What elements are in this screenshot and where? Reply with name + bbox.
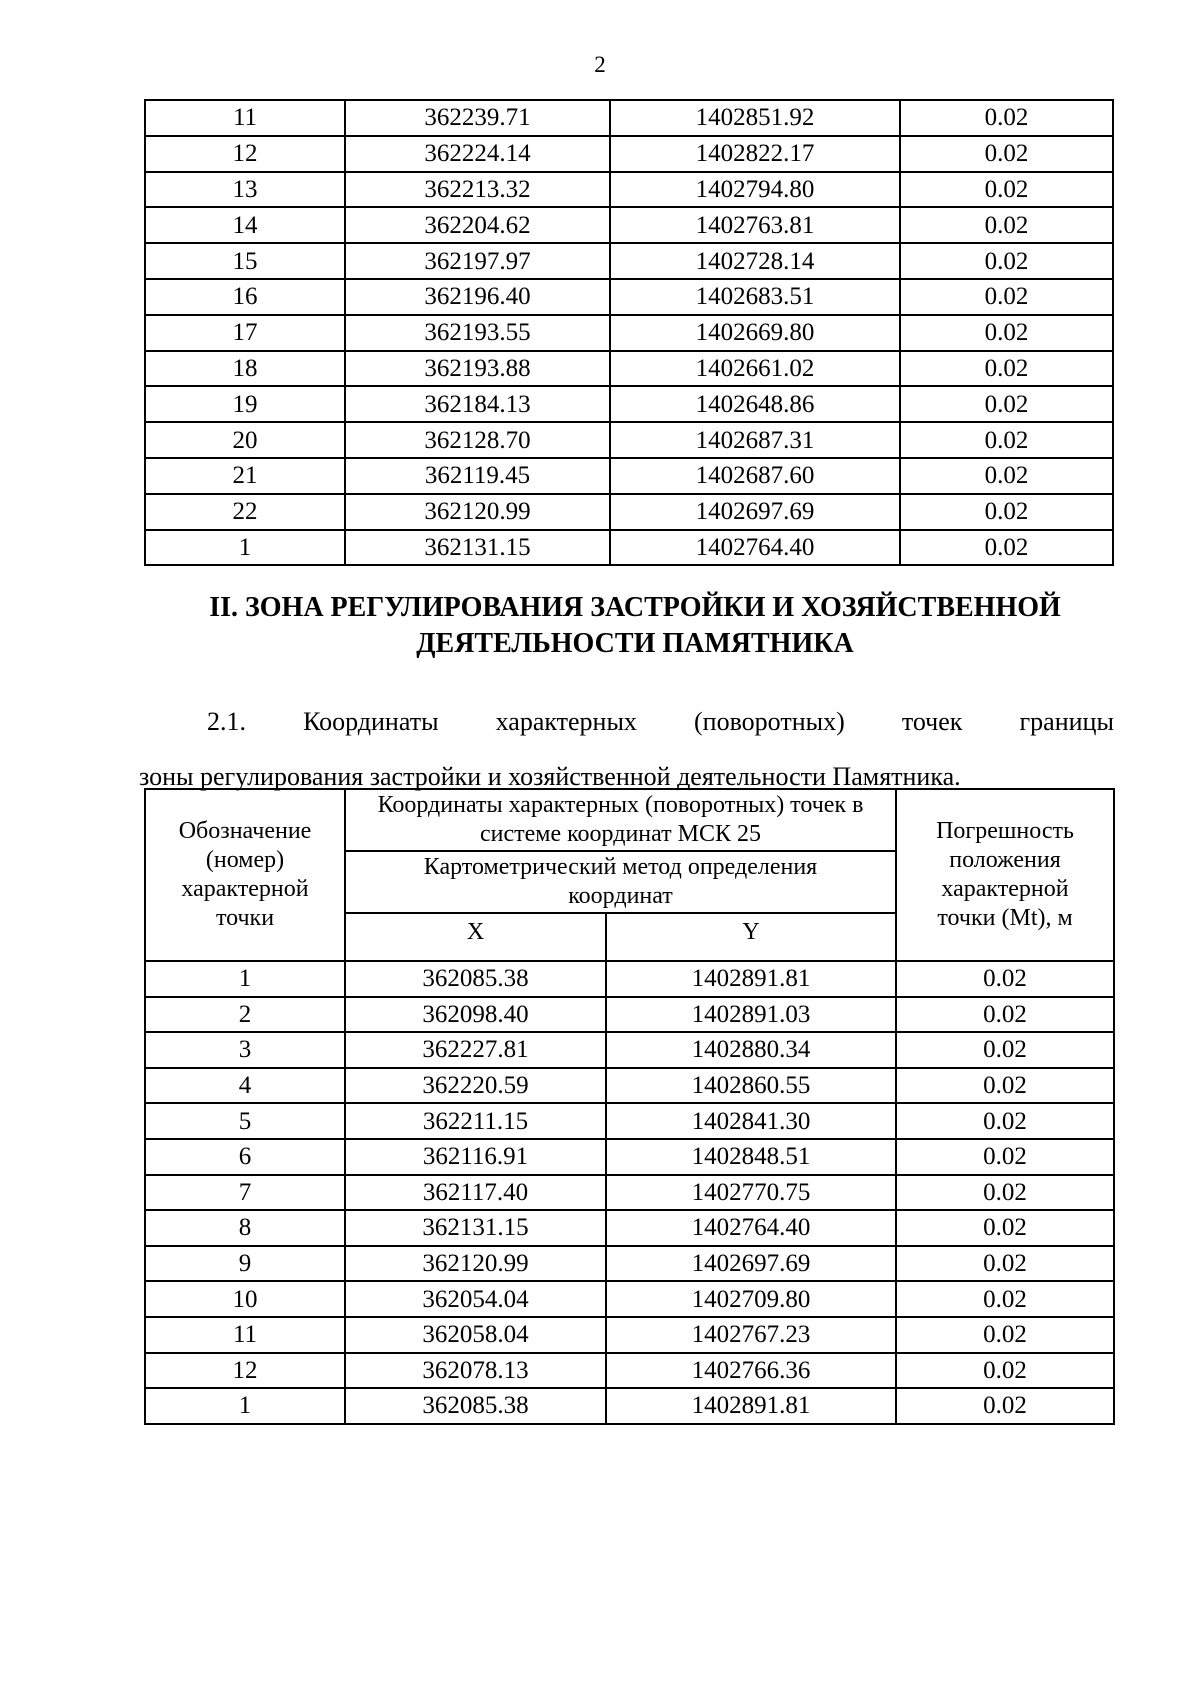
accuracy-value: 0.02 xyxy=(896,1246,1114,1282)
y-coordinate: 1402683.51 xyxy=(610,279,900,315)
table1-body xyxy=(145,100,1113,565)
x-coordinate: 362131.15 xyxy=(345,1210,606,1246)
x-coordinate: 362058.04 xyxy=(345,1317,606,1353)
x-coordinate: 362213.32 xyxy=(345,172,610,208)
y-coordinate: 1402848.51 xyxy=(606,1139,896,1175)
table-row xyxy=(145,1281,1114,1317)
y-coordinate: 1402851.92 xyxy=(610,100,900,136)
paragraph-word: точек xyxy=(901,707,963,736)
accuracy-value: 0.02 xyxy=(896,1175,1114,1211)
x-coordinate: 362116.91 xyxy=(345,1139,606,1175)
x-coordinate: 362128.70 xyxy=(345,422,610,458)
x-coordinate: 362204.62 xyxy=(345,207,610,243)
table-row xyxy=(145,1246,1114,1282)
accuracy-value: 0.02 xyxy=(900,386,1113,422)
y-coordinate: 1402687.31 xyxy=(610,422,900,458)
table-row xyxy=(145,458,1113,494)
table-row xyxy=(145,136,1113,172)
point-number: 13 xyxy=(145,172,345,208)
point-number: 12 xyxy=(145,1353,345,1389)
x-coordinate: 362098.40 xyxy=(345,997,606,1033)
y-coordinate: 1402891.81 xyxy=(606,961,896,997)
table-row xyxy=(145,386,1113,422)
header-accuracy: Погрешность положения характерной точки (Mt), м xyxy=(896,789,1114,961)
accuracy-value: 0.02 xyxy=(896,1032,1114,1068)
page-number: 2 xyxy=(594,52,606,77)
point-number: 11 xyxy=(145,100,345,136)
paragraph-line2: зоны регулирования застройки и хозяйственной деятельности Памятника. xyxy=(139,762,961,791)
y-coordinate: 1402648.86 xyxy=(610,386,900,422)
x-coordinate: 362131.15 xyxy=(345,530,610,566)
x-coordinate: 362119.45 xyxy=(345,458,610,494)
point-number: 10 xyxy=(145,1281,345,1317)
point-number: 6 xyxy=(145,1139,345,1175)
point-number: 9 xyxy=(145,1246,345,1282)
point-number: 8 xyxy=(145,1210,345,1246)
paragraph-word: (поворотных) xyxy=(694,707,845,736)
x-coordinate: 362085.38 xyxy=(345,961,606,997)
accuracy-value: 0.02 xyxy=(896,961,1114,997)
table-row xyxy=(145,1175,1114,1211)
point-number: 3 xyxy=(145,1032,345,1068)
point-number: 1 xyxy=(145,1388,345,1424)
point-number: 5 xyxy=(145,1103,345,1139)
x-coordinate: 362120.99 xyxy=(345,494,610,530)
point-number: 21 xyxy=(145,458,345,494)
paragraph-word: Координаты xyxy=(303,707,439,736)
table-row xyxy=(145,494,1113,530)
header-y: Y xyxy=(606,913,896,961)
table-row xyxy=(145,1353,1114,1389)
y-coordinate: 1402697.69 xyxy=(610,494,900,530)
accuracy-value: 0.02 xyxy=(900,243,1113,279)
y-coordinate: 1402880.34 xyxy=(606,1032,896,1068)
header-coords-system: Координаты характерных (поворотных) точек в системе координат МСК 25 xyxy=(345,789,896,851)
x-coordinate: 362078.13 xyxy=(345,1353,606,1389)
table-row xyxy=(145,1317,1114,1353)
table2-header-row1 xyxy=(145,789,1114,851)
accuracy-value: 0.02 xyxy=(896,1281,1114,1317)
accuracy-value: 0.02 xyxy=(900,279,1113,315)
paragraph-word: характерных xyxy=(495,707,637,736)
point-number: 14 xyxy=(145,207,345,243)
x-coordinate: 362117.40 xyxy=(345,1175,606,1211)
table-row xyxy=(145,961,1114,997)
point-number: 22 xyxy=(145,494,345,530)
point-number: 1 xyxy=(145,530,345,566)
accuracy-value: 0.02 xyxy=(900,315,1113,351)
table2-body xyxy=(145,961,1114,1424)
point-number: 19 xyxy=(145,386,345,422)
x-coordinate: 362196.40 xyxy=(345,279,610,315)
y-coordinate: 1402764.40 xyxy=(606,1210,896,1246)
point-number: 11 xyxy=(145,1317,345,1353)
section-title xyxy=(150,590,1120,662)
y-coordinate: 1402661.02 xyxy=(610,351,900,387)
accuracy-value: 0.02 xyxy=(900,458,1113,494)
accuracy-value: 0.02 xyxy=(896,1317,1114,1353)
point-number: 20 xyxy=(145,422,345,458)
y-coordinate: 1402841.30 xyxy=(606,1103,896,1139)
table-row xyxy=(145,207,1113,243)
point-number: 17 xyxy=(145,315,345,351)
accuracy-value: 0.02 xyxy=(900,530,1113,566)
table-row xyxy=(145,172,1113,208)
table-row xyxy=(145,997,1114,1033)
table-row xyxy=(145,243,1113,279)
accuracy-value: 0.02 xyxy=(896,1139,1114,1175)
y-coordinate: 1402709.80 xyxy=(606,1281,896,1317)
y-coordinate: 1402766.36 xyxy=(606,1353,896,1389)
y-coordinate: 1402794.80 xyxy=(610,172,900,208)
x-coordinate: 362239.71 xyxy=(345,100,610,136)
x-coordinate: 362085.38 xyxy=(345,1388,606,1424)
point-number: 4 xyxy=(145,1068,345,1104)
accuracy-value: 0.02 xyxy=(900,207,1113,243)
y-coordinate: 1402763.81 xyxy=(610,207,900,243)
point-number: 15 xyxy=(145,243,345,279)
paragraph-word: 2.1. xyxy=(207,707,246,736)
header-x: X xyxy=(345,913,606,961)
header-method: Картометрический метод определения координат xyxy=(345,851,896,913)
zone-coordinates-table xyxy=(144,788,1115,1425)
table-row xyxy=(145,1068,1114,1104)
y-coordinate: 1402770.75 xyxy=(606,1175,896,1211)
accuracy-value: 0.02 xyxy=(900,422,1113,458)
y-coordinate: 1402822.17 xyxy=(610,136,900,172)
accuracy-value: 0.02 xyxy=(900,172,1113,208)
y-coordinate: 1402767.23 xyxy=(606,1317,896,1353)
coordinates-table-continued xyxy=(144,99,1114,566)
table-row xyxy=(145,1388,1114,1424)
paragraph-line1 xyxy=(139,694,1114,749)
table-row xyxy=(145,1210,1114,1246)
y-coordinate: 1402669.80 xyxy=(610,315,900,351)
accuracy-value: 0.02 xyxy=(900,351,1113,387)
x-coordinate: 362224.14 xyxy=(345,136,610,172)
accuracy-value: 0.02 xyxy=(896,1103,1114,1139)
table-row xyxy=(145,351,1113,387)
y-coordinate: 1402891.81 xyxy=(606,1388,896,1424)
x-coordinate: 362054.04 xyxy=(345,1281,606,1317)
y-coordinate: 1402860.55 xyxy=(606,1068,896,1104)
point-number: 2 xyxy=(145,997,345,1033)
x-coordinate: 362184.13 xyxy=(345,386,610,422)
point-number: 1 xyxy=(145,961,345,997)
point-number: 18 xyxy=(145,351,345,387)
section-title-line2: ДЕЯТЕЛЬНОСТИ ПАМЯТНИКА xyxy=(416,628,854,659)
table-row xyxy=(145,530,1113,566)
table-row xyxy=(145,279,1113,315)
accuracy-value: 0.02 xyxy=(900,100,1113,136)
accuracy-value: 0.02 xyxy=(896,997,1114,1033)
x-coordinate: 362211.15 xyxy=(345,1103,606,1139)
y-coordinate: 1402687.60 xyxy=(610,458,900,494)
accuracy-value: 0.02 xyxy=(896,1353,1114,1389)
x-coordinate: 362197.97 xyxy=(345,243,610,279)
header-designation: Обозначение (номер) характерной точки xyxy=(145,789,345,961)
table-row xyxy=(145,1103,1114,1139)
point-number: 7 xyxy=(145,1175,345,1211)
accuracy-value: 0.02 xyxy=(900,494,1113,530)
accuracy-value: 0.02 xyxy=(896,1388,1114,1424)
x-coordinate: 362120.99 xyxy=(345,1246,606,1282)
table-row xyxy=(145,1139,1114,1175)
accuracy-value: 0.02 xyxy=(896,1068,1114,1104)
x-coordinate: 362227.81 xyxy=(345,1032,606,1068)
point-number: 16 xyxy=(145,279,345,315)
table-row xyxy=(145,100,1113,136)
x-coordinate: 362193.55 xyxy=(345,315,610,351)
table-row xyxy=(145,1032,1114,1068)
y-coordinate: 1402697.69 xyxy=(606,1246,896,1282)
section-title-line1: II. ЗОНА РЕГУЛИРОВАНИЯ ЗАСТРОЙКИ И ХОЗЯЙСТВЕННОЙ xyxy=(209,592,1061,623)
table-row xyxy=(145,422,1113,458)
x-coordinate: 362220.59 xyxy=(345,1068,606,1104)
table-row xyxy=(145,315,1113,351)
point-number: 12 xyxy=(145,136,345,172)
x-coordinate: 362193.88 xyxy=(345,351,610,387)
y-coordinate: 1402891.03 xyxy=(606,997,896,1033)
accuracy-value: 0.02 xyxy=(896,1210,1114,1246)
y-coordinate: 1402764.40 xyxy=(610,530,900,566)
accuracy-value: 0.02 xyxy=(900,136,1113,172)
paragraph-word: границы xyxy=(1019,707,1114,736)
y-coordinate: 1402728.14 xyxy=(610,243,900,279)
